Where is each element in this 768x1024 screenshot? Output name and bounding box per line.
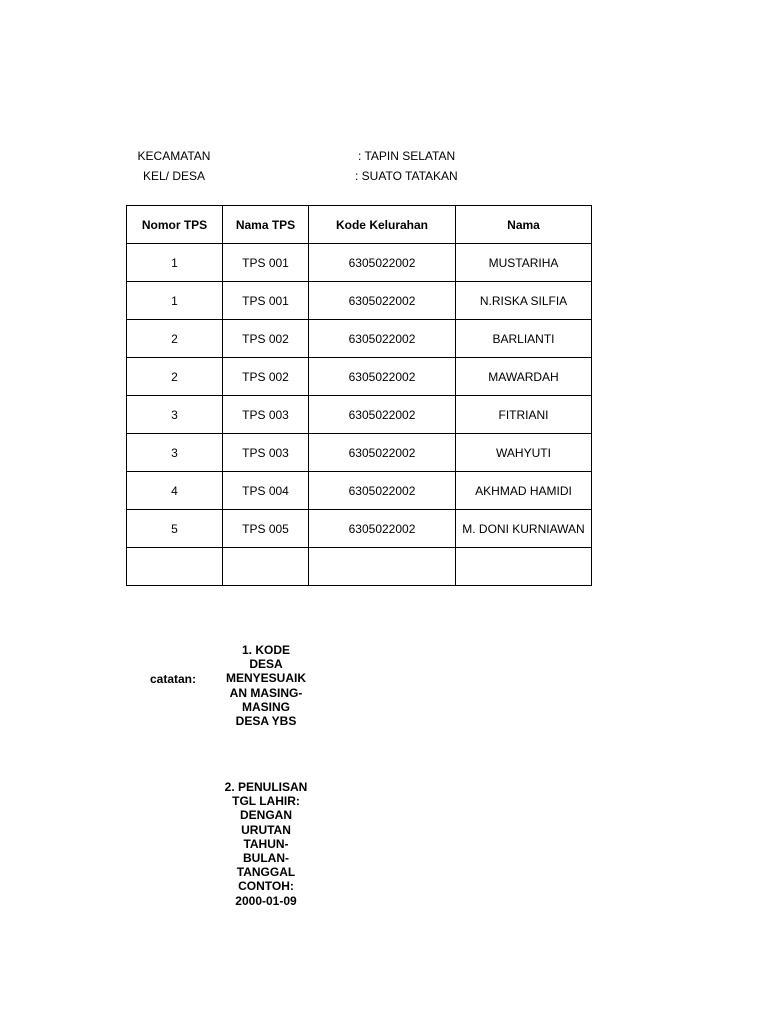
- cell-nama-tps: TPS 003: [223, 396, 309, 434]
- cell-empty: [127, 548, 223, 586]
- cell-nama: N.RISKA SILFIA: [456, 282, 592, 320]
- cell-kode-kelurahan: 6305022002: [309, 244, 456, 282]
- table-row: [127, 320, 592, 358]
- cell-kode-kelurahan: 6305022002: [309, 282, 456, 320]
- cell-nama-tps: TPS 005: [223, 510, 309, 548]
- cell-nama: MUSTARIHA: [456, 244, 592, 282]
- desa-label: KEL/ DESA: [142, 169, 206, 183]
- table-row: [127, 472, 592, 510]
- cell-nama-tps: TPS 003: [223, 434, 309, 472]
- column-header-nama: Nama: [456, 206, 592, 244]
- column-header-nama-tps: Nama TPS: [223, 206, 309, 244]
- cell-kode-kelurahan: 6305022002: [309, 320, 456, 358]
- column-header-kode-kelurahan: Kode Kelurahan: [309, 206, 456, 244]
- cell-nama: FITRIANI: [456, 396, 592, 434]
- cell-nomor-tps: 2: [127, 320, 223, 358]
- table-row: [127, 510, 592, 548]
- cell-nama: MAWARDAH: [456, 358, 592, 396]
- cell-nomor-tps: 5: [127, 510, 223, 548]
- cell-nomor-tps: 1: [127, 282, 223, 320]
- cell-nama: M. DONI KURNIAWAN: [456, 510, 592, 548]
- cell-empty: [309, 548, 456, 586]
- table-row: [127, 358, 592, 396]
- cell-kode-kelurahan: 6305022002: [309, 396, 456, 434]
- note-tgl-lahir: 2. PENULISAN TGL LAHIR: DENGAN URUTAN TAHUN-BULAN-TANGGAL CONTOH: 2000-01-09: [224, 780, 308, 908]
- cell-nomor-tps: 1: [127, 244, 223, 282]
- cell-nama: AKHMAD HAMIDI: [456, 472, 592, 510]
- cell-nama-tps: TPS 001: [223, 244, 309, 282]
- desa-value: : SUATO TATAKAN: [355, 169, 458, 183]
- cell-empty: [456, 548, 592, 586]
- cell-empty: [223, 548, 309, 586]
- table-row: [127, 396, 592, 434]
- table-row: [127, 282, 592, 320]
- cell-nama: BARLIANTI: [456, 320, 592, 358]
- cell-nama-tps: TPS 001: [223, 282, 309, 320]
- cell-nomor-tps: 4: [127, 472, 223, 510]
- cell-nama: WAHYUTI: [456, 434, 592, 472]
- table-header-row: [127, 206, 592, 244]
- notes-label: catatan:: [149, 672, 196, 686]
- column-header-nomor-tps: Nomor TPS: [127, 206, 223, 244]
- cell-nama-tps: TPS 002: [223, 320, 309, 358]
- cell-kode-kelurahan: 6305022002: [309, 510, 456, 548]
- kecamatan-label: KECAMATAN: [137, 149, 211, 163]
- note-kode-desa: 1. KODE DESA MENYESUAIKAN MASING-MASING DESA YBS: [225, 643, 306, 729]
- tps-table: [126, 205, 592, 586]
- table-row: [127, 244, 592, 282]
- cell-nomor-tps: 3: [127, 434, 223, 472]
- cell-nama-tps: TPS 004: [223, 472, 309, 510]
- cell-nama-tps: TPS 002: [223, 358, 309, 396]
- kecamatan-value: : TAPIN SELATAN: [358, 149, 456, 163]
- cell-kode-kelurahan: 6305022002: [309, 358, 456, 396]
- cell-kode-kelurahan: 6305022002: [309, 434, 456, 472]
- table-row: [127, 434, 592, 472]
- cell-nomor-tps: 3: [127, 396, 223, 434]
- cell-nomor-tps: 2: [127, 358, 223, 396]
- table-row-empty: [127, 548, 592, 586]
- cell-kode-kelurahan: 6305022002: [309, 472, 456, 510]
